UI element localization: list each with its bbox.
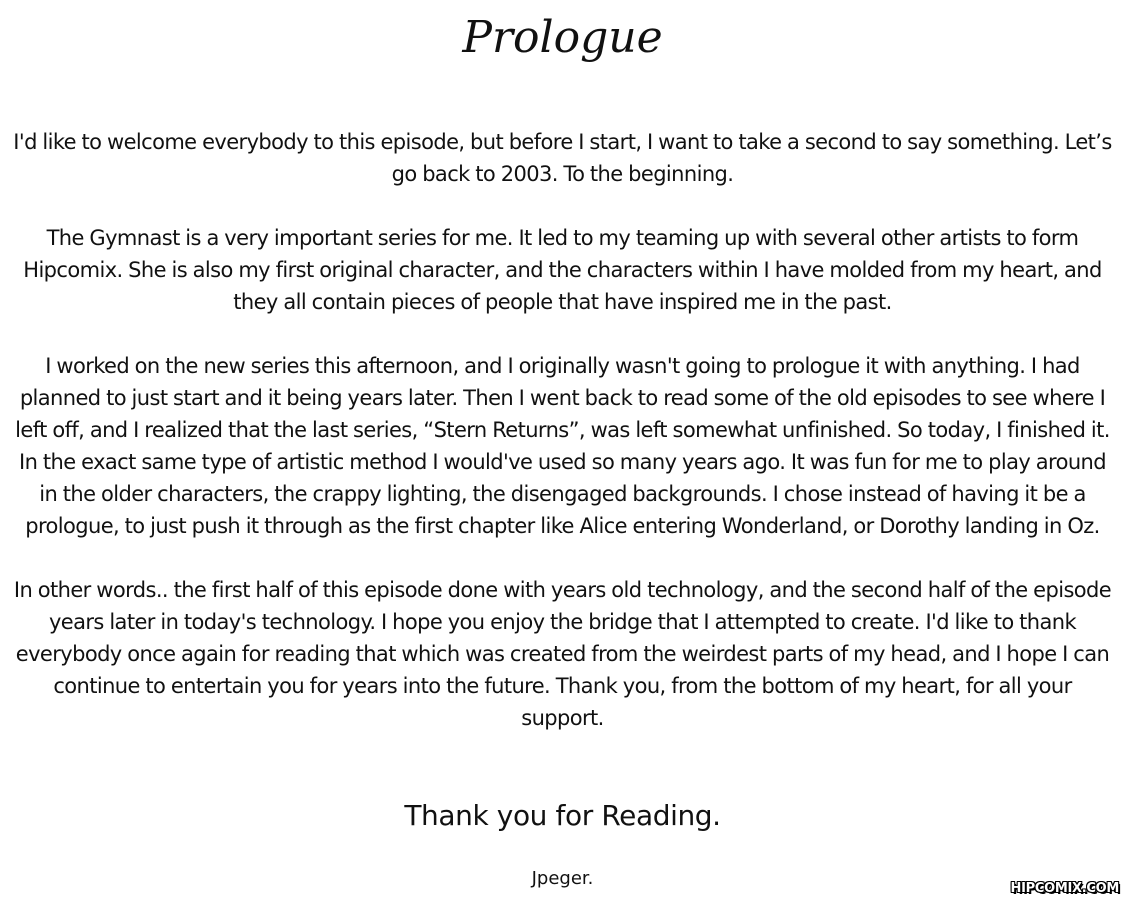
paragraph-new-series: I worked on the new series this afternoon, and I originally wasn't going to prologue it with anything. I had planned to just start and it being years later. Then I went back to read some of the old episodes to see where I left off, and I realized that the last series, “Stern Returns”, was left somewhat unfinished. So today, I finished it. In the exact same type of artistic method I would've used so many years ago. It was fun for me to play around in the older characters, the crappy lighting, the disengaged backgrounds. I chose instead of having it be a prologue, to just push it through as the first chapter like Alice entering Wonderland, or Dorothy landing in Oz.	[15, 354, 1110, 538]
page-title: Prologue	[462, 12, 663, 63]
prologue-body	[10, 126, 1115, 766]
closing-thanks: Thank you for Reading.	[404, 799, 721, 832]
paragraph-gymnast-series: The Gymnast is a very important series for me. It led to my teaming up with several other artists to form Hipcomix. She is also my first original character, and the characters within I have molded from my heart, and they all contain pieces of people that have inspired me in the past.	[23, 226, 1102, 314]
site-watermark: HIPCOMIX.COM	[1010, 881, 1119, 896]
paragraph-other-words: In other words.. the first half of this episode done with years old technology, and the second half of the episode years later in today's technology. I hope you enjoy the bridge that I attempted to create. I'd like to thank everybody once again for reading that which was created from the weirdest parts of my head, and I hope I can continue to entertain you for years into the future. Thank you, from the bottom of my heart, for all your support.	[13, 578, 1112, 730]
author-signature: Jpeger.	[531, 868, 594, 889]
paragraph-welcome: I'd like to welcome everybody to this episode, but before I start, I want to take a second to say something. Let’s go back to 2003. To the beginning.	[13, 130, 1112, 186]
